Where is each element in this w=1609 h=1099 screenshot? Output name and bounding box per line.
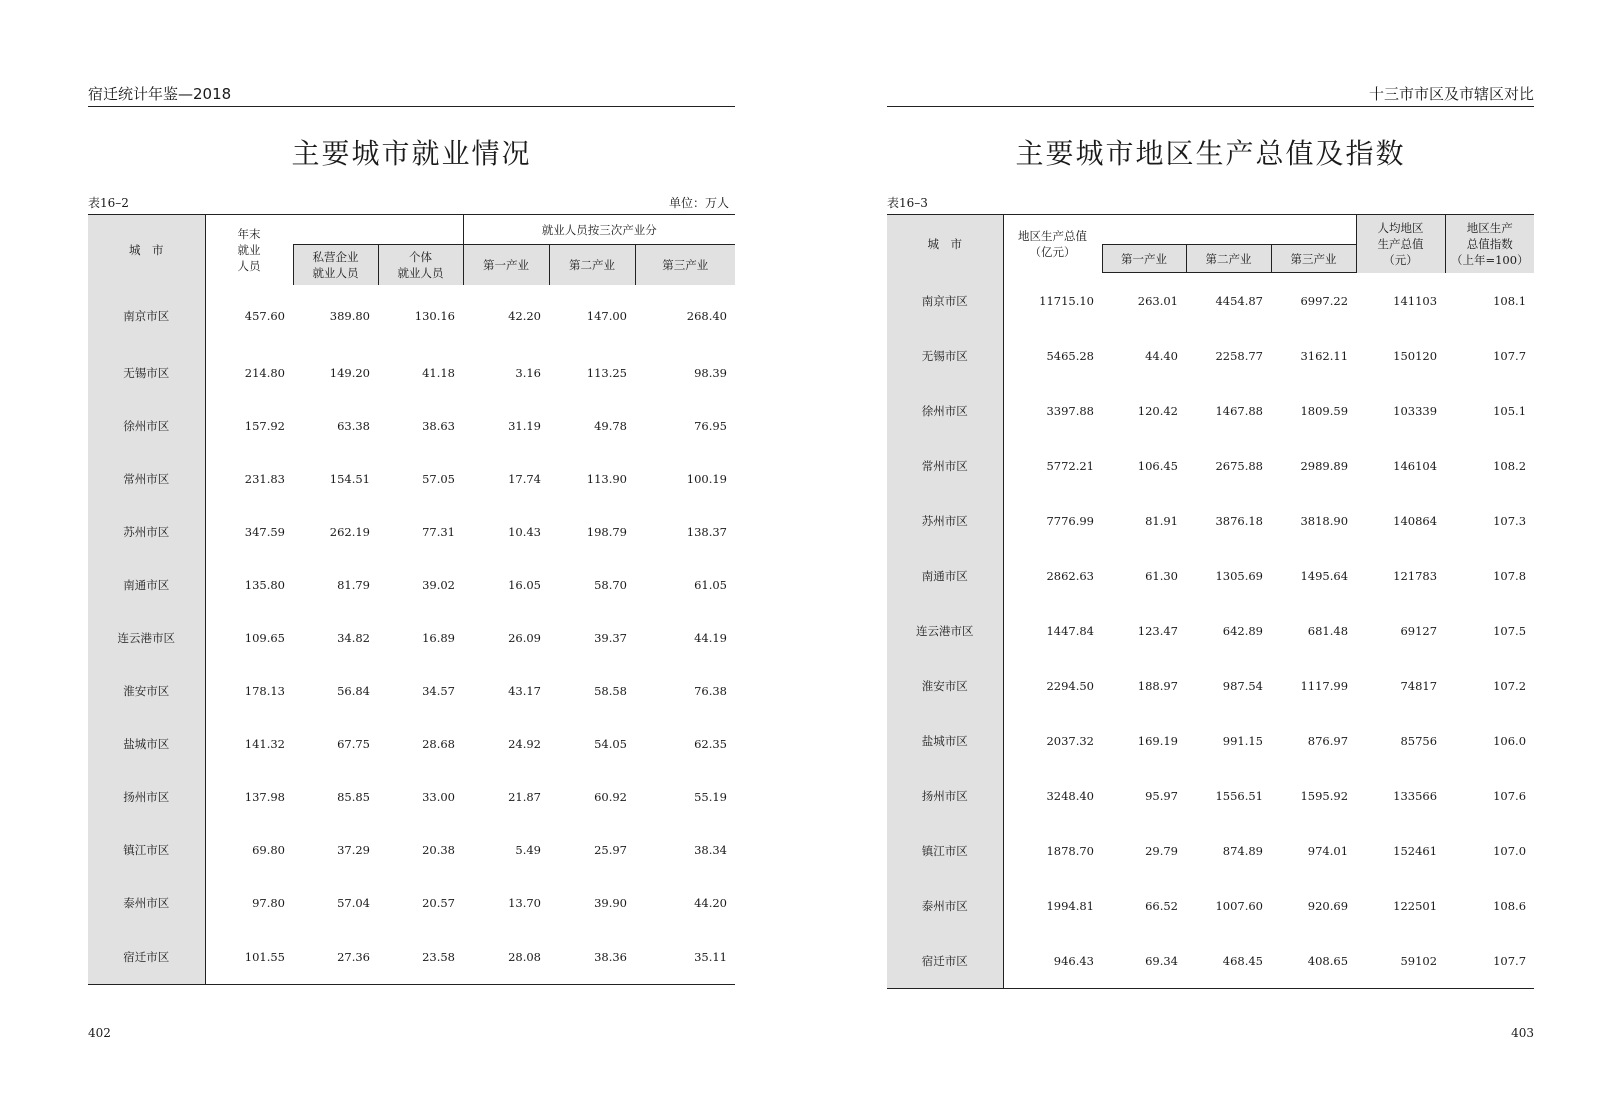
- value-cell: 59102: [1356, 934, 1445, 989]
- city-cell: 宿迁市区: [88, 930, 205, 985]
- table-row: [887, 934, 1534, 989]
- table-row: [88, 347, 735, 400]
- value-cell: 29.79: [1145, 844, 1178, 858]
- value-cell: 263.01: [1137, 293, 1178, 308]
- value-cell: 62.35: [694, 737, 727, 751]
- table-row: [887, 824, 1534, 879]
- table-row: [887, 769, 1534, 824]
- city-cell: 淮安市区: [887, 659, 1003, 714]
- table-row: [88, 285, 735, 347]
- value-cell: 137.98: [244, 790, 285, 804]
- value-cell: 95.97: [1145, 789, 1178, 803]
- city-cell: 淮安市区: [88, 665, 205, 718]
- value-cell: 2294.50: [1046, 679, 1094, 693]
- value-cell: 1809.59: [1300, 404, 1349, 418]
- table-row: [88, 930, 735, 985]
- value-cell: 11715.10: [1039, 293, 1094, 308]
- value-cell: 681.48: [1307, 624, 1349, 638]
- value-cell: 457.60: [244, 308, 285, 323]
- value-cell: 43.17: [508, 684, 541, 698]
- value-cell: 107.7: [1493, 349, 1527, 363]
- value-cell: 39.02: [422, 578, 455, 592]
- value-cell: 57.05: [422, 472, 455, 486]
- value-cell: 98.39: [694, 366, 727, 380]
- value-cell: 3876.18: [1215, 514, 1263, 528]
- city-cell: 苏州市区: [88, 506, 205, 559]
- header-secondary: 第二产业: [549, 245, 635, 285]
- value-cell: 13.70: [508, 896, 541, 910]
- table-row: [887, 549, 1534, 604]
- table-row: [887, 329, 1534, 384]
- value-cell: 1878.70: [1046, 844, 1094, 858]
- value-cell: 3162.11: [1300, 349, 1349, 363]
- value-cell: 1447.84: [1046, 624, 1094, 638]
- value-cell: 85756: [1400, 734, 1438, 748]
- city-cell: 盐城市区: [88, 718, 205, 771]
- value-cell: 108.6: [1493, 899, 1527, 913]
- table-row: [88, 824, 735, 877]
- value-cell: 5772.21: [1046, 459, 1094, 473]
- value-cell: 61.05: [694, 578, 727, 592]
- header-tertiary: 第三产业: [1271, 245, 1356, 273]
- value-cell: 63.38: [337, 419, 370, 433]
- table-id: 表16–2: [88, 196, 129, 210]
- header-city: 城 市: [88, 215, 205, 285]
- city-cell: 镇江市区: [88, 824, 205, 877]
- table-row: [88, 877, 735, 930]
- value-cell: 231.83: [244, 472, 285, 486]
- value-cell: 44.19: [694, 631, 727, 645]
- value-cell: 1495.64: [1300, 569, 1349, 583]
- value-cell: 122501: [1393, 899, 1438, 913]
- city-cell: 徐州市区: [887, 384, 1003, 439]
- value-cell: 2675.88: [1215, 459, 1263, 473]
- header-individual: 个体 就业人员: [378, 245, 463, 285]
- value-cell: 39.90: [594, 896, 627, 910]
- value-cell: 130.16: [414, 308, 455, 323]
- value-cell: 38.36: [549, 930, 635, 985]
- header-primary: 第一产业: [1102, 245, 1186, 273]
- header-tertiary: 第三产业: [635, 245, 735, 285]
- value-cell: 107.2: [1493, 679, 1527, 693]
- value-cell: 262.19: [329, 525, 370, 539]
- value-cell: 85.85: [337, 790, 370, 804]
- value-cell: 152461: [1393, 844, 1438, 858]
- value-cell: 101.55: [205, 930, 293, 985]
- value-cell: 874.89: [1222, 844, 1263, 858]
- header-secondary: 第二产业: [1186, 245, 1271, 273]
- header-blank: [293, 215, 463, 245]
- value-cell: 5.49: [515, 843, 541, 857]
- value-cell: 107.0: [1493, 844, 1527, 858]
- employment-table: [88, 214, 735, 985]
- value-cell: 7776.99: [1046, 514, 1094, 528]
- value-cell: 41.18: [422, 366, 455, 380]
- value-cell: 123.47: [1137, 624, 1178, 638]
- value-cell: 38.63: [422, 419, 455, 433]
- value-cell: 108.1: [1493, 293, 1527, 308]
- value-cell: 140864: [1393, 514, 1438, 528]
- city-cell: 扬州市区: [887, 769, 1003, 824]
- value-cell: 157.92: [244, 419, 285, 433]
- value-cell: 974.01: [1307, 844, 1349, 858]
- value-cell: 3397.88: [1046, 404, 1094, 418]
- value-cell: 135.80: [244, 578, 285, 592]
- city-cell: 连云港市区: [887, 604, 1003, 659]
- value-cell: 1007.60: [1215, 899, 1263, 913]
- value-cell: 20.38: [422, 843, 455, 857]
- value-cell: 100.19: [686, 472, 727, 486]
- header-private: 私营企业 就业人员: [293, 245, 378, 285]
- value-cell: 946.43: [1003, 934, 1102, 989]
- value-cell: 147.00: [586, 308, 627, 323]
- value-cell: 138.37: [686, 525, 727, 539]
- city-cell: 南京市区: [887, 273, 1003, 329]
- value-cell: 642.89: [1222, 624, 1263, 638]
- city-cell: 常州市区: [887, 439, 1003, 494]
- value-cell: 24.92: [508, 737, 541, 751]
- value-cell: 76.95: [694, 419, 727, 433]
- value-cell: 10.43: [508, 525, 541, 539]
- city-cell: 南通市区: [88, 559, 205, 612]
- value-cell: 39.37: [594, 631, 627, 645]
- value-cell: 67.75: [337, 737, 370, 751]
- value-cell: 31.19: [508, 419, 541, 433]
- value-cell: 1117.99: [1300, 679, 1349, 693]
- value-cell: 44.40: [1145, 349, 1178, 363]
- value-cell: 81.91: [1145, 514, 1178, 528]
- right-page: [887, 0, 1534, 1099]
- value-cell: 6997.22: [1300, 293, 1349, 308]
- city-cell: 南京市区: [88, 285, 205, 347]
- value-cell: 77.31: [422, 525, 455, 539]
- table-row: [887, 273, 1534, 329]
- value-cell: 28.68: [422, 737, 455, 751]
- value-cell: 1305.69: [1215, 569, 1263, 583]
- table-row: [887, 439, 1534, 494]
- page-number: 403: [1511, 1026, 1534, 1040]
- value-cell: 389.80: [329, 308, 370, 323]
- value-cell: 37.29: [337, 843, 370, 857]
- value-cell: 468.45: [1186, 934, 1271, 989]
- value-cell: 121783: [1393, 569, 1438, 583]
- running-head: 十三市市区及市辖区对比: [887, 84, 1534, 107]
- value-cell: 17.74: [508, 472, 541, 486]
- value-cell: 74817: [1400, 679, 1438, 693]
- value-cell: 169.19: [1137, 734, 1178, 748]
- gdp-table: [887, 214, 1534, 989]
- header-gdp: 地区生产总值 （亿元）: [1003, 215, 1102, 273]
- table-row: [887, 879, 1534, 934]
- value-cell: 106.0: [1493, 734, 1527, 748]
- value-cell: 34.82: [337, 631, 370, 645]
- header-year-end: 年末 就业 人员: [205, 215, 293, 285]
- value-cell: 20.57: [422, 896, 455, 910]
- table-id: 表16–3: [887, 196, 928, 210]
- city-cell: 苏州市区: [887, 494, 1003, 549]
- header-primary: 第一产业: [463, 245, 549, 285]
- value-cell: 3.16: [515, 366, 541, 380]
- city-cell: 扬州市区: [88, 771, 205, 824]
- value-cell: 26.09: [508, 631, 541, 645]
- value-cell: 198.79: [586, 525, 627, 539]
- header-per-capita: 人均地区 生产总值 （元）: [1356, 215, 1445, 273]
- value-cell: 34.57: [422, 684, 455, 698]
- value-cell: 56.84: [337, 684, 370, 698]
- value-cell: 214.80: [244, 366, 285, 380]
- value-cell: 69.34: [1102, 934, 1186, 989]
- header-index: 地区生产 总值指数 （上年=100）: [1445, 215, 1534, 273]
- value-cell: 107.8: [1493, 569, 1527, 583]
- value-cell: 60.92: [594, 790, 627, 804]
- header-blank: [1102, 215, 1356, 245]
- value-cell: 54.05: [594, 737, 627, 751]
- value-cell: 16.05: [508, 578, 541, 592]
- table-row: [887, 384, 1534, 439]
- table-row: [88, 665, 735, 718]
- value-cell: 1556.51: [1215, 789, 1263, 803]
- city-cell: 连云港市区: [88, 612, 205, 665]
- table-row: [88, 400, 735, 453]
- table-title: 主要城市就业情况: [291, 137, 532, 170]
- table-row: [88, 612, 735, 665]
- value-cell: 1994.81: [1046, 899, 1094, 913]
- value-cell: 81.79: [337, 578, 370, 592]
- value-cell: 16.89: [422, 631, 455, 645]
- value-cell: 69.80: [252, 843, 285, 857]
- value-cell: 113.90: [586, 472, 627, 486]
- city-cell: 无锡市区: [887, 329, 1003, 384]
- value-cell: 69127: [1400, 624, 1438, 638]
- city-cell: 宿迁市区: [887, 934, 1003, 989]
- value-cell: 920.69: [1307, 899, 1349, 913]
- unit-label: 单位：万人: [668, 196, 729, 210]
- value-cell: 146104: [1393, 459, 1438, 473]
- running-head: 宿迁统计年鉴—2018: [88, 84, 735, 107]
- city-cell: 常州市区: [88, 453, 205, 506]
- value-cell: 35.11: [635, 930, 735, 985]
- value-cell: 55.19: [694, 790, 727, 804]
- value-cell: 141103: [1393, 293, 1438, 308]
- value-cell: 268.40: [686, 308, 727, 323]
- value-cell: 61.30: [1145, 569, 1178, 583]
- value-cell: 188.97: [1137, 679, 1178, 693]
- value-cell: 3818.90: [1300, 514, 1349, 528]
- value-cell: 49.78: [594, 419, 627, 433]
- value-cell: 3248.40: [1046, 789, 1094, 803]
- value-cell: 154.51: [329, 472, 370, 486]
- value-cell: 107.6: [1493, 789, 1527, 803]
- value-cell: 4454.87: [1215, 293, 1263, 308]
- value-cell: 2989.89: [1300, 459, 1349, 473]
- value-cell: 987.54: [1222, 679, 1263, 693]
- value-cell: 107.3: [1493, 514, 1527, 528]
- value-cell: 347.59: [244, 525, 285, 539]
- value-cell: 150120: [1393, 349, 1438, 363]
- table-row: [88, 771, 735, 824]
- value-cell: 149.20: [329, 366, 370, 380]
- city-cell: 泰州市区: [88, 877, 205, 930]
- city-cell: 泰州市区: [887, 879, 1003, 934]
- value-cell: 178.13: [244, 684, 285, 698]
- value-cell: 1467.88: [1215, 404, 1263, 418]
- city-cell: 无锡市区: [88, 347, 205, 400]
- city-cell: 徐州市区: [88, 400, 205, 453]
- value-cell: 44.20: [694, 896, 727, 910]
- header-by-industry: 就业人员按三次产业分: [463, 215, 735, 245]
- value-cell: 38.34: [694, 843, 727, 857]
- value-cell: 1595.92: [1300, 789, 1349, 803]
- value-cell: 2862.63: [1046, 569, 1094, 583]
- table-row: [88, 559, 735, 612]
- value-cell: 42.20: [508, 308, 541, 323]
- city-cell: 镇江市区: [887, 824, 1003, 879]
- value-cell: 106.45: [1137, 459, 1178, 473]
- value-cell: 991.15: [1222, 734, 1263, 748]
- left-page: [88, 0, 735, 1099]
- value-cell: 5465.28: [1046, 349, 1094, 363]
- value-cell: 113.25: [586, 366, 627, 380]
- value-cell: 2037.32: [1046, 734, 1094, 748]
- table-row: [88, 506, 735, 559]
- header-city: 城 市: [887, 215, 1003, 273]
- city-cell: 南通市区: [887, 549, 1003, 604]
- value-cell: 28.08: [463, 930, 549, 985]
- value-cell: 33.00: [422, 790, 455, 804]
- page-number: 402: [88, 1026, 111, 1040]
- value-cell: 21.87: [508, 790, 541, 804]
- value-cell: 876.97: [1307, 734, 1349, 748]
- value-cell: 109.65: [244, 631, 285, 645]
- value-cell: 58.70: [594, 578, 627, 592]
- value-cell: 23.58: [378, 930, 463, 985]
- value-cell: 97.80: [252, 896, 285, 910]
- value-cell: 107.5: [1493, 624, 1527, 638]
- table-row: [887, 604, 1534, 659]
- value-cell: 141.32: [244, 737, 285, 751]
- value-cell: 105.1: [1493, 404, 1527, 418]
- value-cell: 66.52: [1145, 899, 1178, 913]
- table-row: [887, 494, 1534, 549]
- value-cell: 408.65: [1271, 934, 1356, 989]
- table-row: [88, 718, 735, 771]
- value-cell: 103339: [1393, 404, 1438, 418]
- city-cell: 盐城市区: [887, 714, 1003, 769]
- table-row: [887, 659, 1534, 714]
- value-cell: 25.97: [594, 843, 627, 857]
- table-row: [887, 714, 1534, 769]
- value-cell: 57.04: [337, 896, 370, 910]
- value-cell: 120.42: [1137, 404, 1178, 418]
- table-title: 主要城市地区生产总值及指数: [1015, 137, 1406, 170]
- table-row: [88, 453, 735, 506]
- value-cell: 2258.77: [1215, 349, 1263, 363]
- value-cell: 58.58: [594, 684, 627, 698]
- value-cell: 133566: [1393, 789, 1438, 803]
- value-cell: 27.36: [293, 930, 378, 985]
- value-cell: 76.38: [694, 684, 727, 698]
- value-cell: 108.2: [1493, 459, 1527, 473]
- value-cell: 107.7: [1445, 934, 1534, 989]
